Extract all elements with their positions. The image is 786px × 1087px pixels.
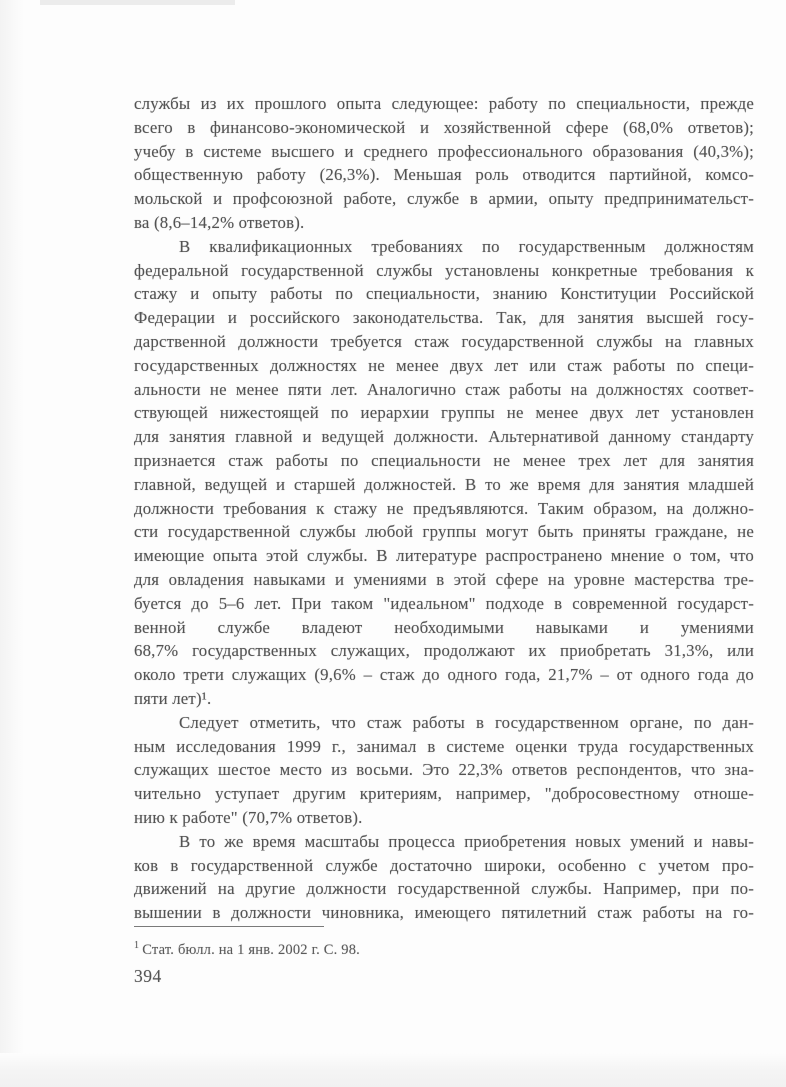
text-line: имеющие опыта этой службы. В литературе распространено мнение о том, что (134, 546, 754, 566)
text-line: службы из их прошлого опыта следующее: работу по специальности, прежде (134, 94, 754, 113)
footnote (134, 926, 754, 960)
text-line: государственных должностях не менее двух лет или стаж работы по специ- (134, 355, 754, 375)
text-line: движений на другие должности государственной службы. Например, при по- (134, 879, 754, 899)
paragraph (134, 830, 754, 925)
text-line: 68,7% государственных служащих, продолжают их приобретать 31,3%, или (134, 641, 754, 661)
text-line: буется до 5–6 лет. При таком "идеальном" подходе в современной государст- (134, 593, 754, 613)
footnote-divider (134, 926, 324, 927)
footnote-marker: 1 (134, 940, 140, 951)
scan-artifact-bottom (0, 1053, 786, 1087)
body-text (134, 92, 754, 925)
page-number: 394 (134, 966, 162, 986)
text-line: общественную работу (26,3%). Меньшая роль отводится партийной, комсо- (134, 165, 754, 185)
text-line: служащих шестое место из восьми. Это 22,3% ответов респондентов, что зна- (134, 760, 754, 780)
scan-artifact-top (40, 0, 235, 5)
text-line: стажу и опыту работы по специальности, знанию Конституции Российской (134, 284, 754, 304)
scan-artifact-left (0, 0, 24, 1087)
text-line: дарственной должности требуется стаж государственной службы на главных (134, 331, 754, 351)
text-line: ствующей нижестоящей по иерархии группы не менее двух лет установлен (134, 403, 754, 423)
text-line: В квалификационных требованиях по государственным должностям (179, 236, 754, 256)
text-line: учебу в системе высшего и среднего профессионального образования (40,3%); (134, 141, 754, 161)
footnote-text (134, 936, 754, 960)
text-line: вышении в должности чиновника, имеющего пятилетний стаж работы на го- (134, 903, 754, 923)
text-line: признается стаж работы по специальности не менее трех лет для занятия (134, 450, 754, 470)
text-line: ным исследования 1999 г., занимал в системе оценки труда государственных (134, 736, 754, 756)
text-line: В то же время масштабы процесса приобретения новых умений и навы- (179, 831, 754, 851)
text-line: чительно уступает другим критериям, например, "добросовестному отноше- (134, 784, 754, 804)
text-line: Следует отметить, что стаж работы в государственном органе, по дан- (179, 712, 754, 732)
text-line: для овладения навыками и умениями в этой сфере на уровне мастерства тре- (134, 569, 754, 589)
footnote-body: Стат. бюлл. на 1 янв. 2002 г. С. 98. (142, 941, 360, 958)
paragraph (134, 92, 754, 235)
text-line: альности не менее пяти лет. Аналогично стаж работы на должностях соответ- (134, 379, 754, 399)
text-line: для занятия главной и ведущей должности. Альтернативой данному стандарту (134, 427, 754, 447)
text-line: должности требования к стажу не предъявляются. Таким образом, на должно- (134, 498, 754, 518)
text-line: всего в финансово-экономической и хозяйственной сфере (68,0% ответов); (134, 117, 754, 137)
text-line: около трети служащих (9,6% – стаж до одного года, 21,7% – от одного года до (134, 665, 754, 685)
text-line: сти государственной службы любой группы могут быть приняты граждане, не (134, 522, 754, 542)
text-line: пяти лет)¹. (134, 688, 212, 708)
paragraph (134, 711, 754, 830)
text-line: ва (8,6–14,2% ответов). (134, 212, 305, 232)
text-line: нию к работе" (70,7% ответов). (134, 807, 363, 827)
text-line: Федерации и российского законодательства. Так, для занятия высшей госу- (134, 308, 754, 328)
text-line: мольской и профсоюзной работе, службе в армии, опыту предпринимательст- (134, 189, 754, 209)
text-line: федеральной государственной службы установлены конкретные требования к (134, 260, 754, 280)
paragraph (134, 235, 754, 711)
text-line: ков в государственной службе достаточно широки, особенно с учетом про- (134, 855, 754, 875)
text-line: венной службе владеют необходимыми навыками и умениями (134, 617, 754, 637)
text-line: главной, ведущей и старшей должностей. В то же время для занятия младшей (134, 474, 754, 494)
